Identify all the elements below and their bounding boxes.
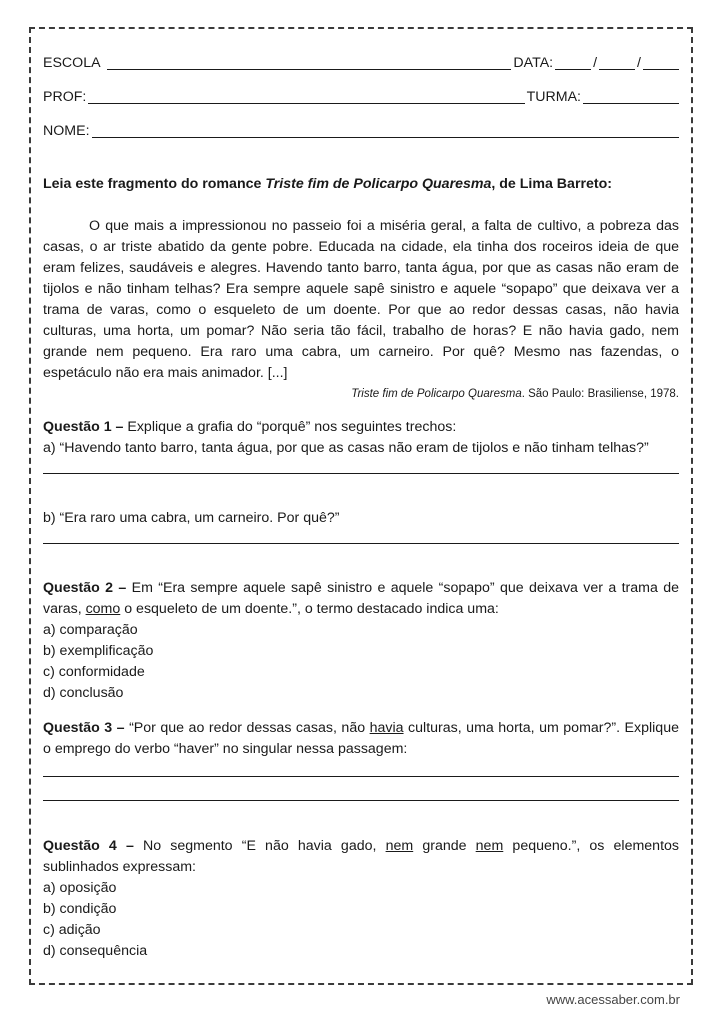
turma-label: TURMA: <box>526 89 581 105</box>
question-title: Questão 4 – <box>43 838 134 854</box>
source-title: Triste fim de Policarpo Quaresma <box>351 388 522 400</box>
option-d[interactable]: d) conclusão <box>43 685 124 701</box>
intro-suffix: , de Lima Barreto: <box>491 176 612 192</box>
highlighted-term: nem <box>385 838 414 854</box>
option-a[interactable]: a) oposição <box>43 880 117 896</box>
question-prompt: grande <box>413 838 476 854</box>
escola-label: ESCOLA <box>43 55 101 71</box>
prof-label: PROF: <box>43 89 87 105</box>
option-d[interactable]: d) consequência <box>43 943 148 959</box>
option-b[interactable]: b) exemplificação <box>43 643 154 659</box>
highlighted-term: como <box>85 601 121 617</box>
question-prompt: culturas, uma horta, um pomar?”. Explique o emprego do verbo “haver” no singular nessa passagem: <box>43 720 679 757</box>
question-prompt: Explique a grafia do “porquê” nos seguintes trechos: <box>123 419 457 435</box>
escola-field[interactable] <box>107 69 512 70</box>
question-2 <box>43 578 679 704</box>
question-4 <box>43 836 679 962</box>
prof-field[interactable] <box>88 103 524 104</box>
turma-field[interactable] <box>583 103 679 104</box>
question-1 <box>43 417 679 544</box>
reading-instruction <box>43 174 679 195</box>
header-row-prof <box>43 74 679 108</box>
option-c[interactable]: c) conformidade <box>43 664 145 680</box>
nome-field[interactable] <box>92 137 679 138</box>
header-row-escola <box>43 40 679 74</box>
date-year-field[interactable] <box>643 69 679 70</box>
option-b[interactable]: b) condição <box>43 901 117 917</box>
book-title: Triste fim de Policarpo Quaresma <box>265 176 492 192</box>
passage-source <box>43 385 679 403</box>
answer-line[interactable] <box>43 543 679 544</box>
date-day-field[interactable] <box>555 69 591 70</box>
website-footer[interactable]: www.acessaber.com.br <box>546 992 680 1007</box>
question-prompt: Em “Era sempre aquele sapê sinistro e aquele “sopapo” que deixava ver a trama de varas, <box>43 580 679 617</box>
answer-line[interactable] <box>43 776 679 777</box>
passage-text: O que mais a impressionou no passeio foi a miséria geral, a falta de cultivo, a pobreza das casas, o ar triste abatido da gente pobre. Educada na cidade, ela tinha dos roceiros ideia de que eram felizes, saudáveis e alegres. Havendo tanto barro, tanta água, por que as casas não eram de tijolos e não tinham telhas? Era sempre aquele sapê sinistro e aquele “sopapo” que deixava ver a trama de varas, como o esqueleto de um doente. Por que ao redor dessas casas, não havia culturas, uma horta, um pomar? Não seria tão fácil, trabalho de horas? E não havia gado, nem grande nem pequeno. Era raro uma cabra, um carneiro. Por quê? Mesmo nas fazendas, o espetáculo não era mais animador. [...] <box>43 218 679 381</box>
data-label: DATA: <box>513 55 554 71</box>
question-prompt: No segmento “E não havia gado, <box>133 838 386 854</box>
question-prompt: pequeno.”, os elementos sublinhados expressam: <box>43 838 679 875</box>
worksheet-content <box>43 40 679 962</box>
highlighted-term: nem <box>475 838 504 854</box>
question-title: Questão 3 – <box>43 720 125 736</box>
header-row-nome <box>43 108 679 142</box>
question-prompt: o esqueleto de um doente.”, o termo destacado indica uma: <box>120 601 499 617</box>
question-1-item-a: a) “Havendo tanto barro, tanta água, por que as casas não eram de tijolos e não tinham telhas?” <box>43 440 649 456</box>
option-a[interactable]: a) comparação <box>43 622 138 638</box>
source-publisher: . São Paulo: Brasiliense, 1978. <box>521 388 679 400</box>
highlighted-term: havia <box>369 720 404 736</box>
date-separator: / <box>637 55 641 71</box>
date-separator: / <box>593 55 598 71</box>
question-1-item-b: b) “Era raro uma cabra, um carneiro. Por quê?” <box>43 510 340 526</box>
date-month-field[interactable] <box>599 69 635 70</box>
answer-line[interactable] <box>43 800 679 801</box>
question-title: Questão 2 – <box>43 580 127 596</box>
nome-label: NOME: <box>43 123 90 139</box>
question-3 <box>43 718 679 801</box>
question-title: Questão 1 – <box>43 419 124 435</box>
option-c[interactable]: c) adição <box>43 922 101 938</box>
question-prompt: “Por que ao redor dessas casas, não <box>124 720 370 736</box>
intro-prefix: Leia este fragmento do romance <box>43 176 266 192</box>
